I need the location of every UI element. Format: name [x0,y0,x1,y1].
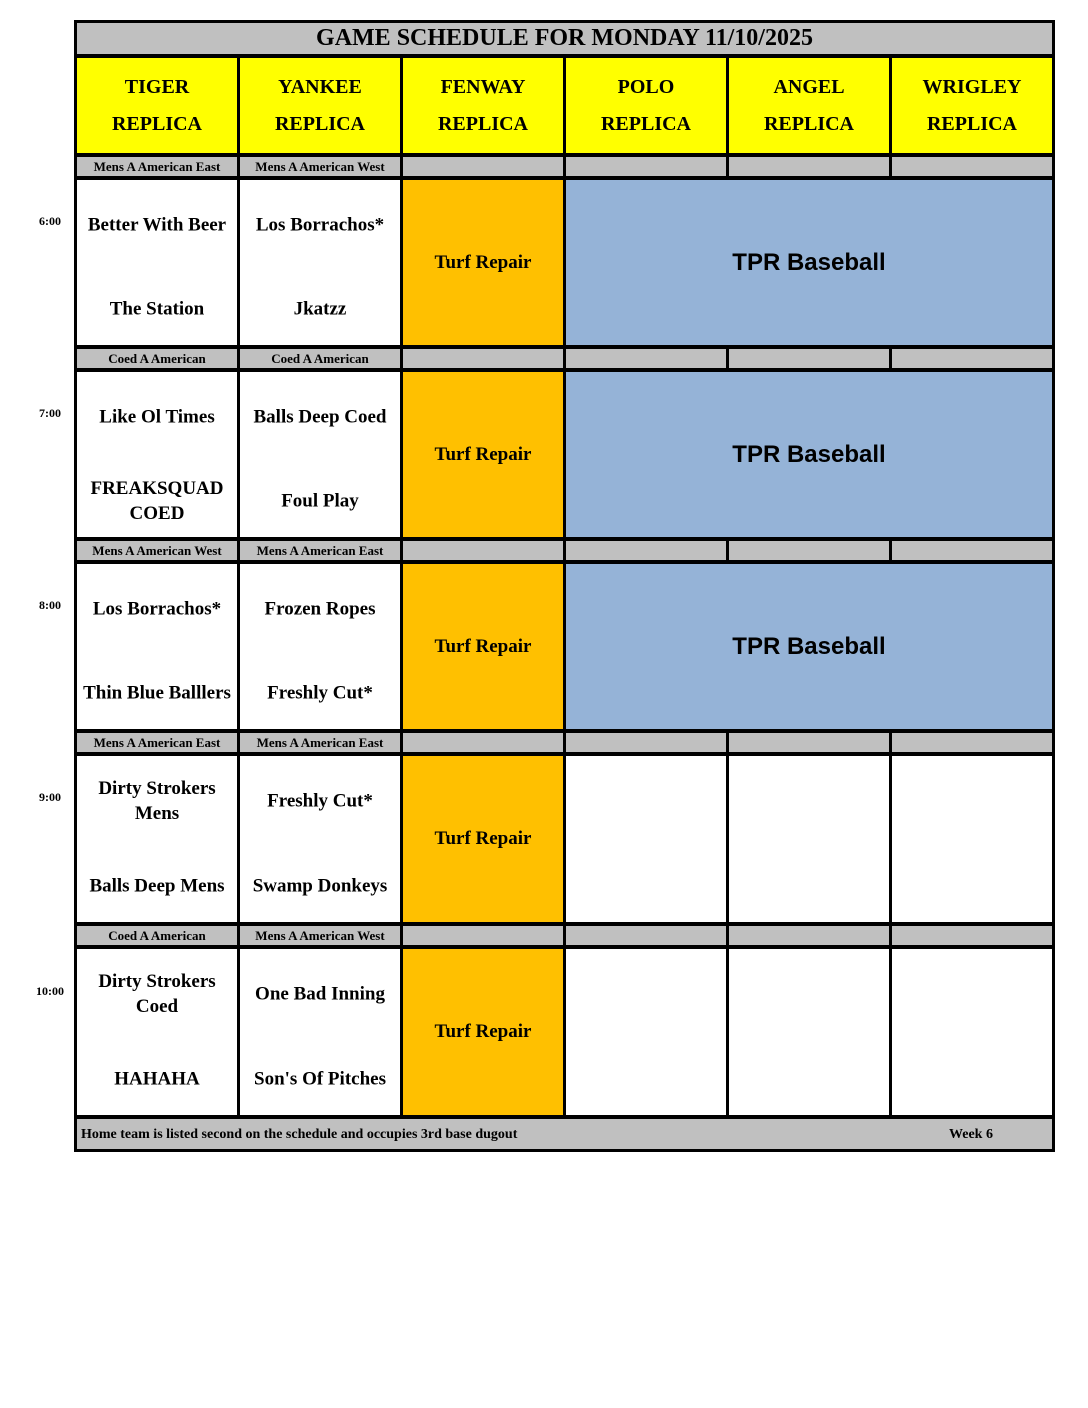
division-label: Coed A American [74,923,240,948]
time-label: 10:00 [36,984,64,998]
division-blank [563,538,729,563]
field-name: POLO [617,75,675,98]
division-blank [400,346,566,371]
division-blank [400,154,566,179]
division-blank [889,923,1055,948]
division-label: Mens A American West [237,154,403,179]
division-blank [400,923,566,948]
time-label: 7:00 [39,406,61,420]
empty-cell [889,753,1055,925]
home-team: Son's Of Pitches [254,1068,386,1090]
tpr-baseball-block: TPR Baseball [563,561,1055,732]
game-cell [74,753,240,925]
division-blank [400,538,566,563]
division-label: Coed A American [237,346,403,371]
away-team: Like Ol Times [99,406,215,428]
home-team: Thin Blue Balllers [83,682,231,704]
field-header-wrigley [889,55,1055,156]
away-team: Freshly Cut* [267,790,373,812]
home-team: Balls Deep Mens [89,875,225,897]
division-blank [889,730,1055,755]
field-header-polo [563,55,729,156]
turf-repair-block: Turf Repair [400,561,566,732]
field-header-fenway [400,55,566,156]
game-cell [237,369,403,540]
field-sub: REPLICA [111,112,202,135]
division-label: Mens A American East [74,154,240,179]
division-label: Coed A American [74,346,240,371]
game-cell [74,369,240,540]
division-label: Mens A American West [74,538,240,563]
time-label: 6:00 [39,214,61,228]
game-cell [74,561,240,732]
turf-repair-block: Turf Repair [400,369,566,540]
field-name: ANGEL [773,75,845,98]
field-name: YANKEE [278,75,362,98]
division-blank [726,923,892,948]
home-team: FREAKSQUAD COED [90,478,224,524]
field-sub: REPLICA [274,112,365,135]
division-label: Mens A American East [74,730,240,755]
division-blank [563,154,729,179]
division-label: Mens A American East [237,730,403,755]
division-blank [563,346,729,371]
schedule-title: GAME SCHEDULE FOR MONDAY 11/10/2025 [74,20,1055,57]
division-blank [563,923,729,948]
field-sub: REPLICA [926,112,1017,135]
division-blank [400,730,566,755]
division-blank [726,346,892,371]
field-header-yankee [237,55,403,156]
turf-repair-block: Turf Repair [400,753,566,925]
turf-repair-block: Turf Repair [400,946,566,1118]
division-blank [889,154,1055,179]
game-cell [237,946,403,1118]
time-label: 8:00 [39,598,61,612]
field-header-tiger [74,55,240,156]
division-blank [889,346,1055,371]
game-cell [237,753,403,925]
division-label: Mens A American West [237,923,403,948]
field-header-angel [726,55,892,156]
empty-cell [889,946,1055,1118]
home-team: Jkatzz [293,298,347,320]
division-blank [726,730,892,755]
empty-cell [726,946,892,1118]
division-blank [889,538,1055,563]
away-team: Los Borrachos* [255,214,385,236]
home-team: Swamp Donkeys [252,875,388,897]
field-name: WRIGLEY [922,75,1022,98]
away-team: Los Borrachos* [92,598,222,620]
away-team: Dirty Strokers Coed [98,971,216,1017]
schedule-footer [74,1116,1055,1152]
game-cell [74,177,240,348]
away-team: Dirty Strokers Mens [98,778,216,824]
empty-cell [726,753,892,925]
away-team: Frozen Ropes [264,598,376,620]
field-sub: REPLICA [437,112,528,135]
division-blank [563,730,729,755]
week-label: Week 6 [949,1127,993,1142]
tpr-baseball-block: TPR Baseball [563,369,1055,540]
empty-cell [563,946,729,1118]
game-cell [237,561,403,732]
division-blank [726,154,892,179]
field-name: TIGER [124,75,190,98]
home-team: Freshly Cut* [267,682,373,704]
tpr-baseball-block: TPR Baseball [563,177,1055,348]
away-team: One Bad Inning [255,983,385,1005]
field-sub: REPLICA [600,112,691,135]
division-label: Mens A American East [237,538,403,563]
field-name: FENWAY [440,75,526,98]
time-label: 9:00 [39,790,61,804]
field-sub: REPLICA [763,112,854,135]
home-team: HAHAHA [114,1068,200,1090]
home-team: The Station [109,298,205,320]
game-cell [74,946,240,1118]
turf-repair-block: Turf Repair [400,177,566,348]
empty-cell [563,753,729,925]
away-team: Better With Beer [87,214,227,236]
game-cell [237,177,403,348]
home-team-note: Home team is listed second on the schedule and occupies 3rd base dugout [81,1127,518,1142]
home-team: Foul Play [281,490,359,512]
away-team: Balls Deep Coed [253,406,387,428]
division-blank [726,538,892,563]
